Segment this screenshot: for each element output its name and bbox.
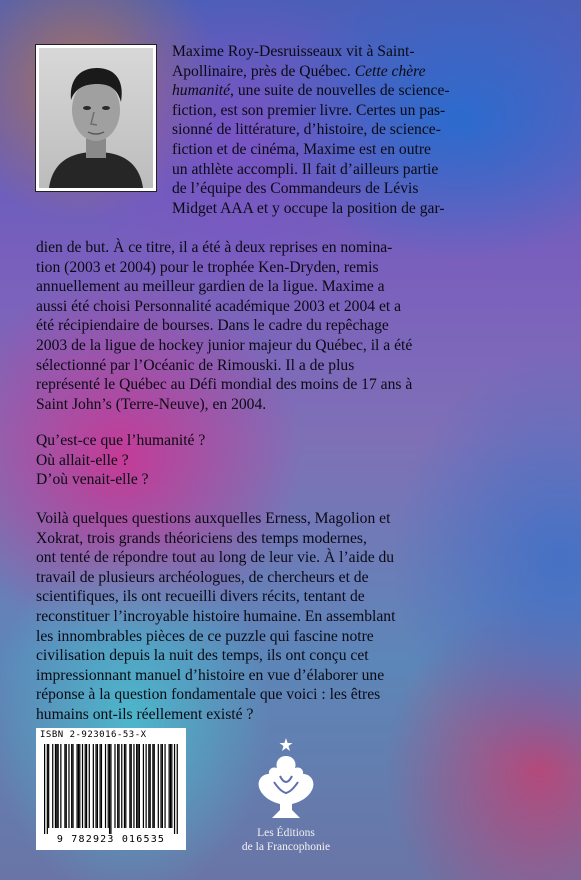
barcode-bar xyxy=(152,744,153,828)
barcode-bar xyxy=(133,744,134,828)
barcode-bar xyxy=(158,744,159,828)
barcode-bar xyxy=(177,744,178,834)
barcode-bar xyxy=(129,744,130,828)
barcode-bar xyxy=(137,744,138,828)
bio-line-with-title xyxy=(172,62,450,82)
barcode-bar xyxy=(162,744,163,828)
blurb-line: Voilà quelques questions auxquelles Erness, Magolion et xyxy=(36,510,391,527)
barcode-bar xyxy=(146,744,147,828)
barcode-bar xyxy=(47,744,48,834)
barcode-bar xyxy=(55,744,56,828)
barcode-bar xyxy=(143,744,144,828)
barcode-bar xyxy=(169,744,170,828)
bio-line: de l’équipe des Commandeurs de Lévis xyxy=(172,180,419,198)
barcode-bar xyxy=(124,744,125,828)
barcode-bar xyxy=(109,744,110,834)
question-line: Qu’est-ce que l’humanité ? xyxy=(36,432,206,449)
bio-line: 2003 de la ligue de hockey junior majeur du Québec, il a été xyxy=(36,336,413,354)
blurb-line: les innombrables pièces de ce puzzle qui fascine notre xyxy=(36,627,374,645)
barcode-bar xyxy=(171,744,172,828)
publisher-line-1: Les Éditions xyxy=(257,827,315,839)
barcode-bar xyxy=(105,744,106,828)
bio-line: Maxime Roy-Desruisseaux vit à Saint- xyxy=(172,43,415,60)
barcode-bar xyxy=(170,744,171,828)
barcode-bar xyxy=(76,744,77,828)
question-line: D’où venait-elle ? xyxy=(36,471,149,489)
book-title-end: humanité xyxy=(172,82,231,100)
barcode-bar xyxy=(52,744,53,828)
questions-block xyxy=(36,431,205,490)
author-photo xyxy=(35,44,157,192)
bio-line: aussi été choisi Personnalité académique 2003 et 2004 et a xyxy=(36,297,402,315)
bio-line: dien de but. À ce titre, il a été à deux reprises en nomina- xyxy=(36,239,393,256)
barcode-bar xyxy=(108,744,109,828)
barcode-bar xyxy=(117,744,118,828)
blurb-line: reconstituer l’incroyable histoire humaine. En assemblant xyxy=(36,607,396,625)
barcode-bar xyxy=(148,744,149,828)
barcode-bar xyxy=(48,744,49,828)
barcode-bar xyxy=(95,744,96,828)
barcode-bar xyxy=(174,744,175,834)
bio-line: sionné de littérature, d’histoire, de science- xyxy=(172,121,441,139)
bio-line: annuellement au meilleur gardien de la ligue. Maxime a xyxy=(36,278,385,296)
barcode-bar xyxy=(131,744,132,828)
barcode-bar xyxy=(86,744,87,828)
bio-line-text: Apollinaire, près de Québec. xyxy=(172,62,355,80)
bio-line: représenté le Québec au Défi mondial des moins de 17 ans à xyxy=(36,376,413,394)
barcode-bar xyxy=(101,744,102,828)
bio-line: fiction et de cinéma, Maxime est en outre xyxy=(172,140,431,158)
isbn-text: ISBN 2-923016-53-X xyxy=(40,730,147,740)
barcode-bar xyxy=(79,744,80,828)
barcode-bar xyxy=(78,744,79,828)
barcode-bar xyxy=(44,744,45,834)
publisher-logo-icon xyxy=(246,736,326,822)
blurb-line: Xokrat, trois grands théoriciens des temps modernes, xyxy=(36,529,367,547)
barcode-bar xyxy=(136,744,137,828)
author-bio-bottom xyxy=(36,238,412,414)
barcode-bar xyxy=(82,744,83,828)
barcode-bar xyxy=(85,744,86,828)
barcode-bar xyxy=(114,744,115,828)
barcode-bar xyxy=(66,744,67,828)
barcode-bar xyxy=(89,744,90,828)
bio-line: fiction, est son premier livre. Certes un pas- xyxy=(172,101,446,119)
blurb-line: impressionnant manuel d’histoire en vue d’élaborer une xyxy=(36,666,385,684)
barcode-bar xyxy=(56,744,57,828)
barcode-bar xyxy=(68,744,69,828)
bio-line: sélectionné par l’Océanic de Rimouski. Il a de plus xyxy=(36,356,355,374)
bio-line: tion (2003 et 2004) pour le trophée Ken-Dryden, remis xyxy=(36,258,379,276)
publisher-line-2: de la Francophonie xyxy=(241,841,331,853)
barcode-bar xyxy=(97,744,98,828)
barcode-bar xyxy=(64,744,65,828)
bio-line: Midget AAA et y occupe la position de gar- xyxy=(172,199,445,217)
author-bio-top xyxy=(172,42,450,218)
barcode-bars xyxy=(44,744,178,834)
barcode-bar xyxy=(121,744,122,828)
barcode-bar xyxy=(118,744,119,828)
barcode-bar xyxy=(164,744,165,828)
barcode-bar xyxy=(154,744,155,828)
bio-line: un athlète accompli. Il fait d’ailleurs partie xyxy=(172,160,439,178)
barcode-bar xyxy=(160,744,161,828)
barcode-bar xyxy=(71,744,72,828)
bio-line: été récipiendaire de bourses. Dans le cadre du repêchage xyxy=(36,317,389,335)
bio-line-with-title-end xyxy=(172,81,450,101)
blurb-line: humains ont-ils réellement existé ? xyxy=(36,705,254,723)
barcode-bar xyxy=(139,744,140,828)
barcode-bar xyxy=(60,744,61,828)
bio-line: Saint John’s (Terre-Neuve), en 2004. xyxy=(36,395,267,413)
publisher-name xyxy=(220,826,352,854)
blurb-line: civilisation depuis la nuit des temps, ils ont conçu cet xyxy=(36,647,369,665)
blurb-line: travail de plusieurs archéologues, de chercheurs et de xyxy=(36,568,369,586)
blurb-line: réponse à la question fondamentale que voici : les êtres xyxy=(36,686,381,704)
author-portrait-image xyxy=(39,48,153,188)
barcode-bar xyxy=(72,744,73,828)
isbn-barcode xyxy=(36,728,186,850)
barcode-bar xyxy=(110,744,111,834)
blurb-line: ont tenté de répondre tout au long de leur vie. À l’aide du xyxy=(36,549,395,567)
blurb-line: scientifiques, ils ont recueilli divers récits, tentant de xyxy=(36,588,365,606)
question-line: Où allait-elle ? xyxy=(36,451,129,469)
barcode-bar xyxy=(93,744,94,828)
book-blurb xyxy=(36,509,395,725)
barcode-bar xyxy=(58,744,59,828)
barcode-bar xyxy=(99,744,100,828)
barcode-bar xyxy=(125,744,126,828)
bio-line-text: , une suite de nouvelles de science- xyxy=(230,82,450,100)
book-title: Cette chère xyxy=(354,62,426,80)
barcode-digits: 9 782923 016535 xyxy=(56,834,166,845)
barcode-bar xyxy=(150,744,151,828)
